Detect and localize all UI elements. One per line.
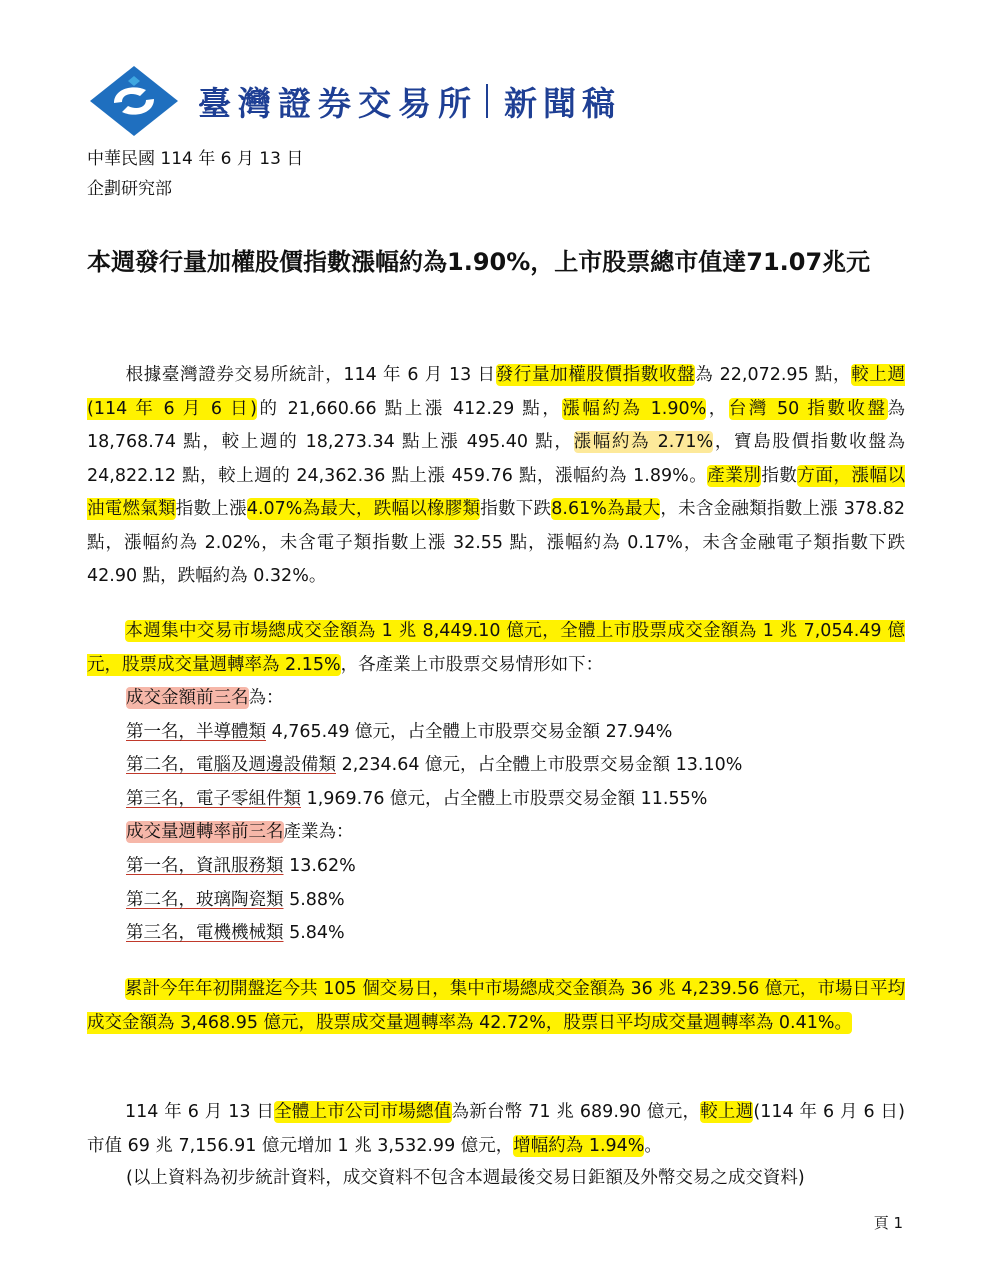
doc-type: 新聞稿 (504, 83, 621, 123)
highlight: 漲幅約為 1.90% (562, 398, 707, 419)
highlight: 8.61%為最大 (551, 499, 661, 519)
rank-detail: 5.88% (283, 889, 345, 910)
rank-label: 第一名，半導體類 (126, 721, 266, 742)
highlight: 較上週 (700, 1102, 754, 1122)
list-item (126, 850, 742, 884)
list-item (126, 749, 742, 783)
rank-detail: 4,765.49 億元，占全體上市股票交易金額 27.94% (266, 721, 673, 742)
rankings (126, 682, 742, 951)
text: 為： (248, 688, 284, 708)
highlight: 漲幅約為 2.71% (573, 432, 714, 452)
list-item (126, 917, 742, 951)
text: 114 年 6 月 13 日 (125, 1102, 275, 1122)
twse-logo-icon (90, 66, 178, 136)
page-number: 頁 1 (873, 1214, 903, 1232)
text: 產業為： (283, 822, 354, 843)
org-name: 臺灣證券交易所 (198, 83, 478, 123)
text: 為 18,768.74 點，較上週的 18,273.34 點上漲 495.40 點， (87, 398, 905, 452)
release-date: 中華民國 114 年 6 月 13 日 (87, 149, 304, 169)
highlight: 發行量加權股價指數收盤 (495, 365, 696, 385)
turnover-heading: 成交量週轉率前三名 (126, 822, 284, 843)
highlight: 增幅約為 1.94% (513, 1135, 645, 1156)
highlight: 方面，漲幅以油電燃氣類 (87, 465, 906, 519)
text: 。 (644, 1135, 662, 1156)
paragraph-ytd-summary (87, 973, 905, 1040)
paragraph-market-value (87, 1096, 905, 1163)
text: 指數下跌 (480, 499, 552, 519)
amount-heading-line (126, 682, 742, 716)
rank-label: 第二名，電腦及週邊設備類 (126, 755, 336, 776)
highlight: 本週集中交易市場總成交金額為 1 兆 8,449.10 億元，全體上市股票成交金額為 1 兆 7,054.49 億元，股票成交量週轉率為 2.15% (87, 621, 905, 675)
text: 指數上漲 (175, 499, 247, 519)
rank-detail: 5.84% (283, 923, 345, 944)
paragraph-index-summary (87, 359, 905, 594)
text: 為 22,072.95 點， (695, 365, 852, 385)
text: ， (706, 398, 729, 419)
list-item (126, 783, 742, 817)
amount-heading: 成交金額前三名 (126, 688, 249, 708)
footnote: (以上資料為初步統計資料，成交資料不包含本週最後交易日鉅額及外幣交易之成交資料) (126, 1168, 805, 1188)
text: ，寶島股價指數收盤為 24,822.12 點，較上週的 24,362.36 點上漲 459.76 點，漲幅約為 1.89%。 (87, 432, 905, 486)
rank-detail: 13.62% (283, 855, 356, 876)
brand-divider (486, 84, 488, 118)
rank-label: 第一名，資訊服務類 (126, 855, 284, 876)
meta (87, 144, 303, 204)
text: 根據臺灣證券交易所統計，114 年 6 月 13 日 (125, 365, 496, 385)
highlight: 產業別 (707, 465, 762, 486)
text: 指數 (761, 465, 798, 486)
turnover-heading-line (126, 816, 742, 850)
rank-label: 第三名，電機機械類 (126, 923, 284, 944)
brand (198, 78, 621, 125)
rank-label: 第三名，電子零組件類 (126, 788, 301, 809)
text: ，各產業上市股票交易情形如下： (340, 654, 604, 675)
text: ，未含金融類指數上漲 378.82 點，漲幅約為 2.02%，未含電子類指數上漲 32.55 點，漲幅約為 0.17%，未含金融電子類指數下跌 42.90 點，跌幅約為 0.32%。 (87, 499, 906, 586)
text: 的 21,660.66 點上漲 412.29 點， (256, 398, 563, 419)
header (90, 66, 621, 136)
highlight: 4.07%為最大，跌幅以橡膠類 (246, 499, 481, 519)
paragraph-trading-volume (87, 615, 905, 682)
text: 為新台幣 71 兆 689.90 億元， (451, 1102, 701, 1122)
highlight: 較上週(114 年 6 月 6 日) (87, 365, 905, 419)
page-title: 本週發行量加權股價指數漲幅約為1.90%，上市股票總市值達71.07兆元 (87, 248, 871, 276)
highlight: 全體上市公司市場總值 (274, 1102, 452, 1122)
rank-detail: 1,969.76 億元，占全體上市股票交易金額 11.55% (301, 788, 708, 809)
highlight: 台灣 50 指數收盤 (728, 398, 888, 419)
rank-label: 第二名，玻璃陶瓷類 (126, 889, 284, 910)
list-item (126, 716, 742, 750)
highlight: 累計今年年初開盤迄今共 105 個交易日，集中市場總成交金額為 36 兆 4,239.56 億元，市場日平均成交金額為 3,468.95 億元，股票成交量週轉率為 42.72%，股票日平均成交量週轉率為 0.41%。 (87, 979, 905, 1033)
list-item (126, 884, 742, 918)
department: 企劃研究部 (87, 179, 172, 199)
rank-detail: 2,234.64 億元，占全體上市股票交易金額 13.10% (336, 755, 743, 776)
text: (114 年 6 月 6 日)市值 69 兆 7,156.91 億元增加 1 兆 3,532.99 億元， (87, 1102, 906, 1156)
